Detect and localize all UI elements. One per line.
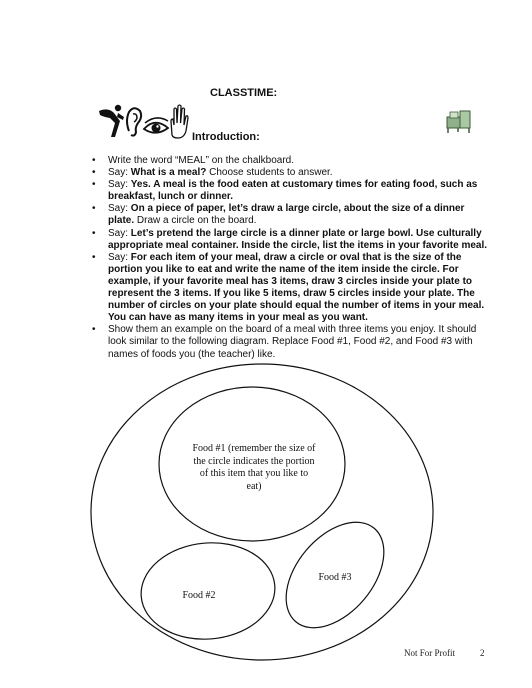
plain-text: Draw a circle on the board. <box>134 215 257 227</box>
plain-text: Choose students to answer. <box>206 167 333 179</box>
footer-text: Not For Profit <box>404 648 456 658</box>
bold-text: What is a meal? <box>130 167 207 179</box>
plate-circle <box>91 364 433 660</box>
plain-text: Write the word “MEAL” on the chalkboard. <box>108 155 295 166</box>
plain-text: Say: <box>108 179 131 191</box>
page-number: 2 <box>480 648 485 658</box>
bold-text: On a piece of paper, let’s draw a large circle, about the size of a dinner plate. <box>108 203 465 227</box>
plain-text: Say: <box>108 251 131 263</box>
plain-text: Say: <box>108 167 131 179</box>
introduction-heading: Introduction: <box>192 131 260 143</box>
plain-text: Say: <box>108 227 131 239</box>
plain-text: Say: <box>108 203 131 215</box>
bold-text: Let’s pretend the large circle is a dinner plate or large bowl. Use culturally appropriate meal container. Inside the circle, list the items in your favorite meal. <box>108 227 488 251</box>
bold-text: For each item of your meal, draw a circle or oval that is the size of the portion you like to eat and write the name of the item inside the circle. For example, if your favorite meal has 3 items, draw 3 circles inside your plate to represent the 3 items. If you like 5 items, draw 5 circles inside your plate. The number of circles on your plate should equal the number of items in your meal. You can have as many items in your meal as you want. <box>108 251 485 324</box>
plain-text: Show them an example on the board of a meal with three items you enjoy. It should look similar to the following diagram. Replace Food #1, Food #2, and Food #3 with names of foods you (the teacher) like. <box>108 324 477 360</box>
page-title: CLASSTIME: <box>210 87 278 99</box>
food-3-label: Food #3 <box>318 572 352 583</box>
food-2-label: Food #2 <box>182 590 216 601</box>
food-1-label: Food #1 (remember the size of the circle indicates the portion of this item that you like to eat) <box>192 443 316 492</box>
bold-text: Yes. A meal is the food eaten at customary times for eating food, such as breakfast, lunch or dinner. <box>108 179 478 203</box>
